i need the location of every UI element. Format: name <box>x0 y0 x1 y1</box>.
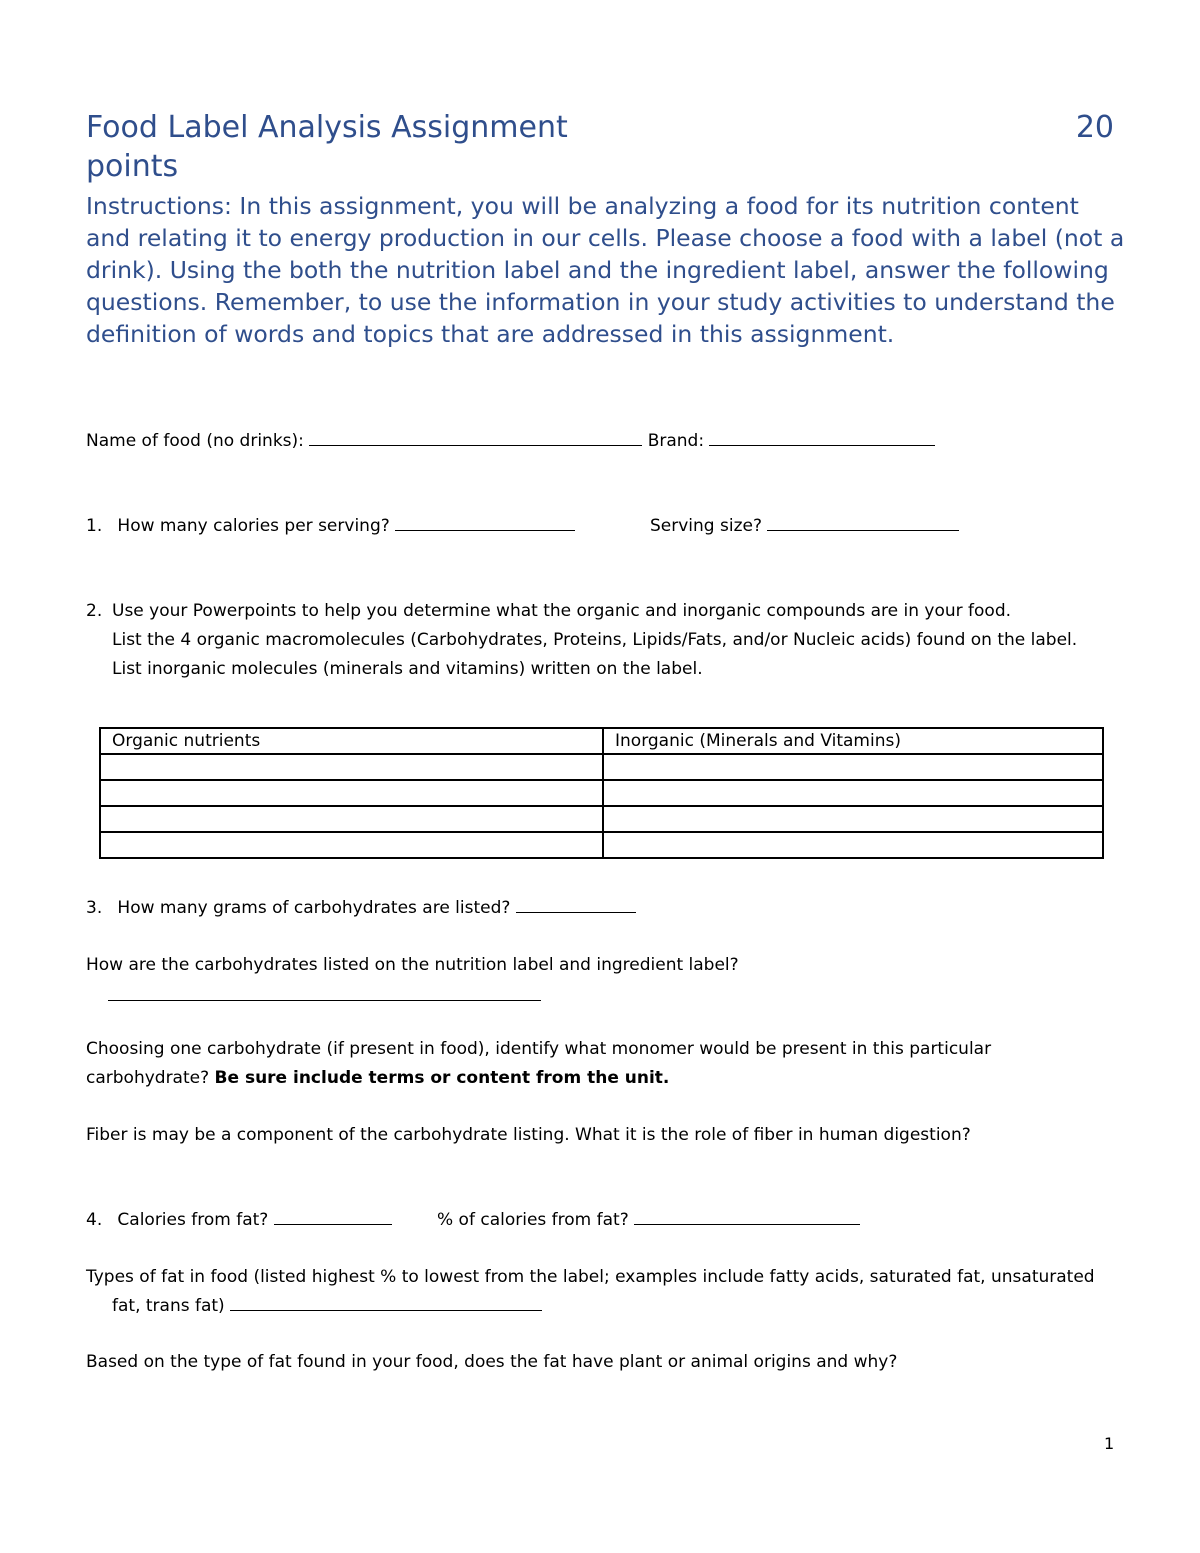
fiber-question: Fiber is may be a component of the carbohydrate listing. What it is the role of fiber in human digestion? <box>86 1125 971 1145</box>
question-number: 2. <box>86 601 103 621</box>
percent-fat-blank[interactable] <box>634 1210 860 1225</box>
page-number: 1 <box>1104 1434 1115 1453</box>
monomer-question-text: carbohydrate? <box>86 1068 210 1088</box>
fat-types-line2 <box>112 1296 542 1316</box>
fat-types-text: fat, trans fat) <box>112 1296 225 1316</box>
nutrients-table <box>99 727 1104 859</box>
brand-blank[interactable] <box>709 431 935 446</box>
points-value: 20 <box>1075 110 1114 145</box>
question-number: 4. <box>86 1210 103 1230</box>
inorganic-cell[interactable] <box>603 754 1103 780</box>
carb-listing-blank-line <box>108 986 541 1006</box>
table-row <box>100 806 1103 832</box>
food-name-blank[interactable] <box>309 431 642 446</box>
assignment-title: Food Label Analysis Assignment <box>86 110 568 145</box>
inorganic-cell[interactable] <box>603 832 1103 858</box>
carb-listing-question: How are the carbohydrates listed on the nutrition label and ingredient label? <box>86 955 739 975</box>
monomer-question-line1: Choosing one carbohydrate (if present in food), identify what monomer would be present in this particular <box>86 1039 992 1059</box>
question-2-text: Use your Powerpoints to help you determine what the organic and inorganic compounds are in your food. <box>112 601 1012 621</box>
table-row <box>100 754 1103 780</box>
calories-blank[interactable] <box>395 516 575 531</box>
organic-cell[interactable] <box>100 780 603 806</box>
points-word: points <box>86 149 179 184</box>
instructions-paragraph: Instructions: In this assignment, you will be analyzing a food for its nutrition content and relating it to energy production in our cells. Please choose a food with a label (not a drink). Using the both the nutrition label and the ingredient label, answer the following questions. Remember, to use the information in your study activities to understand the definition of words and topics that are addressed in this assignment. <box>86 192 1125 348</box>
percent-fat-line <box>437 1210 860 1230</box>
food-name-label: Name of food (no drinks): <box>86 431 304 451</box>
monomer-question-line2 <box>86 1068 669 1088</box>
serving-size-label: Serving size? <box>650 516 762 536</box>
question-3 <box>86 898 636 918</box>
organic-cell[interactable] <box>100 754 603 780</box>
inorganic-header: Inorganic (Minerals and Vitamins) <box>603 728 1103 754</box>
food-brand-line <box>86 431 935 451</box>
carb-listing-blank[interactable] <box>108 986 541 1001</box>
inorganic-cell[interactable] <box>603 780 1103 806</box>
organic-header: Organic nutrients <box>100 728 603 754</box>
serving-size-blank[interactable] <box>767 516 959 531</box>
organic-cell[interactable] <box>100 806 603 832</box>
question-number: 3. <box>86 898 103 918</box>
table-header-row <box>100 728 1103 754</box>
question-4 <box>86 1210 392 1230</box>
calories-label: How many calories per serving? <box>117 516 390 536</box>
calories-fat-label: Calories from fat? <box>117 1210 269 1230</box>
fat-types-line1: Types of fat in food (listed highest % to lowest from the label; examples include fatty acids, saturated fat, unsaturated <box>86 1267 1095 1287</box>
brand-label: Brand: <box>647 431 705 451</box>
question-1 <box>86 516 575 536</box>
calories-fat-blank[interactable] <box>274 1210 392 1225</box>
carb-grams-label: How many grams of carbohydrates are listed? <box>117 898 511 918</box>
table-row <box>100 780 1103 806</box>
serving-size-line <box>650 516 959 536</box>
question-2-line3: List inorganic molecules (minerals and vitamins) written on the label. <box>112 659 703 679</box>
inorganic-cell[interactable] <box>603 806 1103 832</box>
fat-types-blank[interactable] <box>230 1296 542 1311</box>
organic-cell[interactable] <box>100 832 603 858</box>
monomer-emphasis: Be sure include terms or content from the unit. <box>214 1068 670 1088</box>
question-2-line2: List the 4 organic macromolecules (Carbohydrates, Proteins, Lipids/Fats, and/or Nucleic acids) found on the label. <box>112 630 1078 650</box>
carb-grams-blank[interactable] <box>516 898 636 913</box>
question-2-line1 <box>86 601 1011 621</box>
fat-origin-question: Based on the type of fat found in your food, does the fat have plant or animal origins and why? <box>86 1352 898 1372</box>
question-number: 1. <box>86 516 103 536</box>
table-row <box>100 832 1103 858</box>
assignment-title-line <box>86 108 1114 148</box>
percent-fat-label: % of calories from fat? <box>437 1210 629 1230</box>
